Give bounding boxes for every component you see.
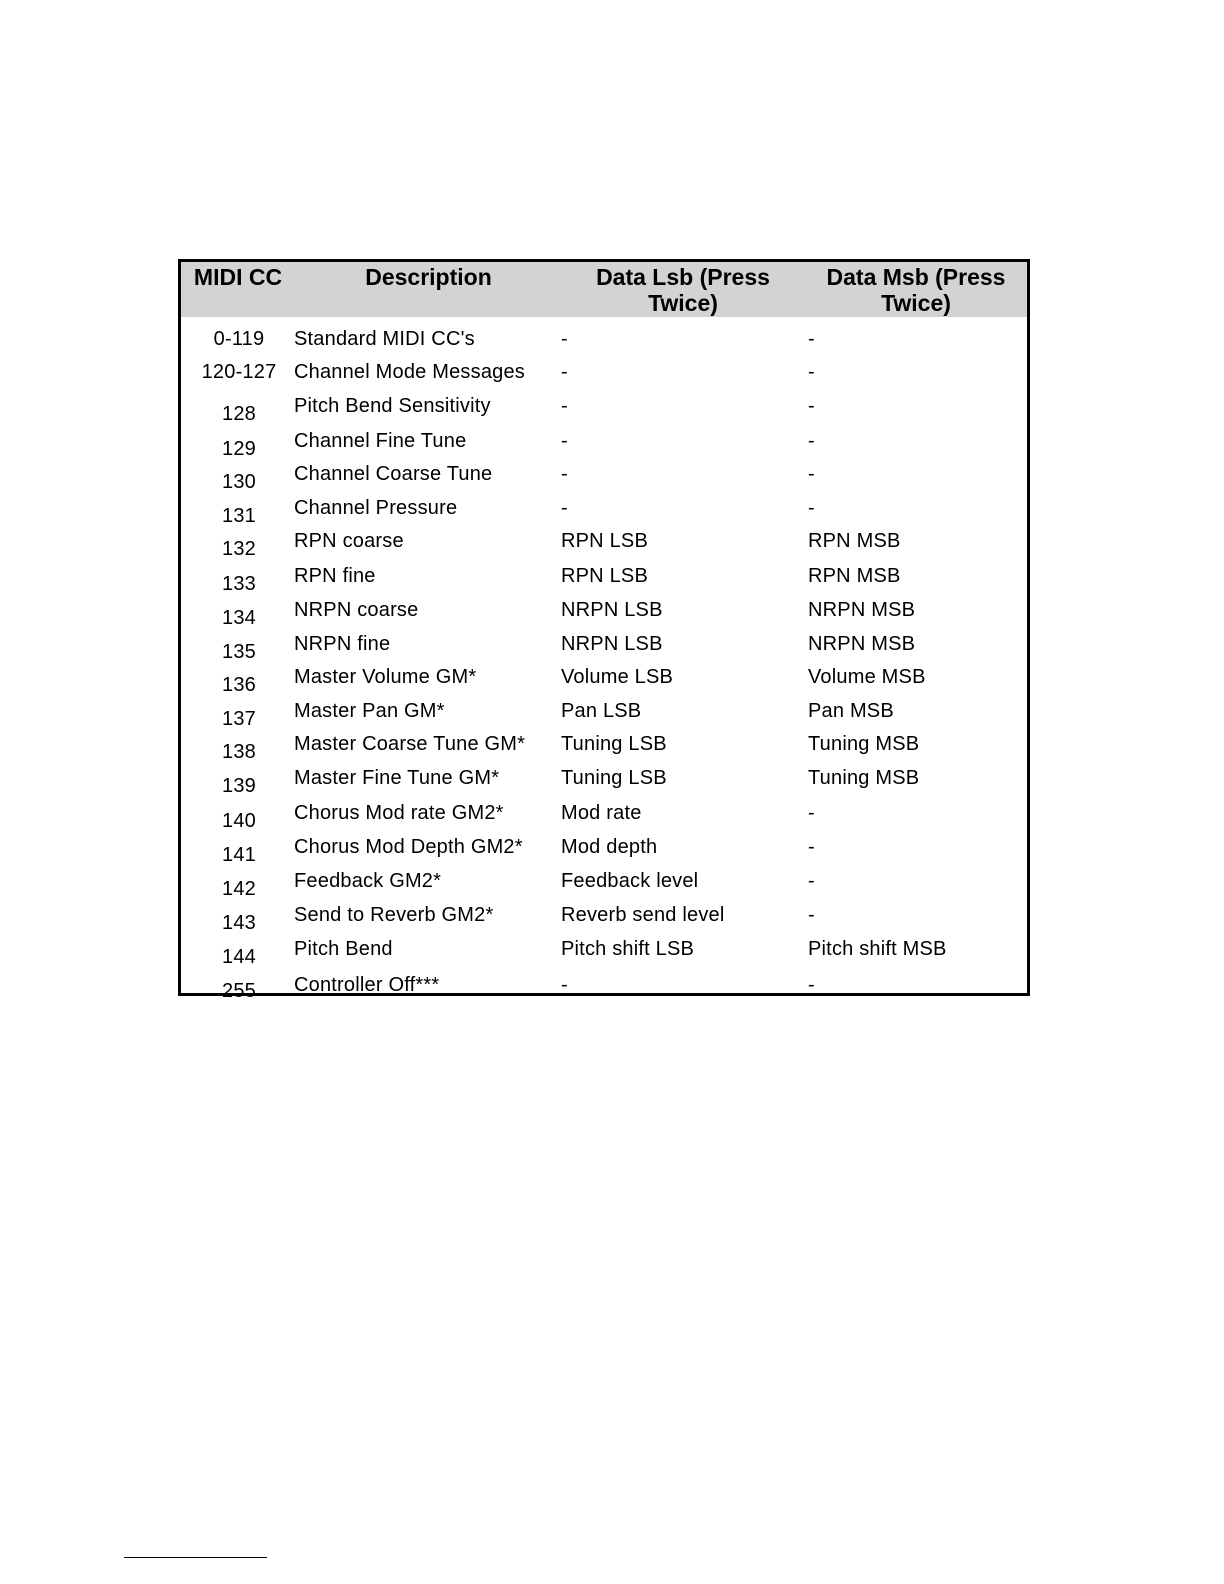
table-row (181, 462, 1027, 496)
cell-data-lsb: - (561, 395, 568, 417)
table-row (181, 496, 1027, 530)
cell-description: Master Volume GM* (294, 666, 477, 688)
cell-data-msb: - (808, 395, 815, 417)
cell-data-msb: - (808, 870, 815, 892)
cell-midi-cc: 143 (222, 912, 256, 934)
cell-description: RPN coarse (294, 530, 404, 552)
cell-midi-cc: 133 (222, 573, 256, 595)
cell-data-lsb: Feedback level (561, 870, 699, 892)
cell-data-msb: - (808, 328, 815, 350)
cell-description: Channel Coarse Tune (294, 463, 493, 485)
table-row (181, 732, 1027, 766)
cell-data-lsb: Pan LSB (561, 700, 642, 722)
table-row (181, 903, 1027, 937)
header-data-msb: Data Msb (Press Twice) (826, 264, 1006, 316)
cell-data-msb: - (808, 463, 815, 485)
cell-midi-cc: 142 (222, 878, 256, 900)
cell-midi-cc: 138 (222, 741, 256, 763)
cell-description: Send to Reverb GM2* (294, 904, 494, 926)
cell-data-lsb: - (561, 497, 568, 519)
midi-cc-table (178, 259, 1030, 1002)
header-data-lsb: Data Lsb (Press Twice) (596, 264, 770, 316)
table-row (181, 869, 1027, 903)
cell-data-lsb: - (561, 430, 568, 452)
table-row (181, 766, 1027, 800)
table-row (181, 801, 1027, 835)
cell-description: Master Pan GM* (294, 700, 445, 722)
cell-data-lsb: NRPN LSB (561, 633, 663, 655)
cell-data-msb: Volume MSB (808, 666, 926, 688)
table-row (181, 564, 1027, 598)
cell-data-lsb: Mod rate (561, 802, 642, 824)
table-row (181, 327, 1027, 361)
cell-data-msb: - (808, 836, 815, 858)
cell-data-msb: NRPN MSB (808, 633, 916, 655)
cell-data-lsb: Volume LSB (561, 666, 674, 688)
cell-data-lsb: NRPN LSB (561, 599, 663, 621)
cell-description: Channel Pressure (294, 497, 458, 519)
cell-description: RPN fine (294, 565, 376, 587)
table-header (181, 262, 1027, 317)
cell-description: Pitch Bend (294, 938, 393, 960)
cell-data-lsb: Reverb send level (561, 904, 725, 926)
table-row (181, 835, 1027, 869)
table-row (181, 429, 1027, 463)
cell-midi-cc: 136 (222, 674, 256, 696)
cell-data-msb: - (808, 974, 815, 996)
cell-data-msb: - (808, 497, 815, 519)
cell-midi-cc: 137 (222, 708, 256, 730)
cell-midi-cc: 144 (222, 946, 256, 968)
cell-description: Channel Fine Tune (294, 430, 467, 452)
cell-midi-cc: 255 (222, 980, 256, 1002)
cell-data-msb: - (808, 430, 815, 452)
cell-description: Controller Off*** (294, 974, 440, 996)
cell-data-lsb: Mod depth (561, 836, 658, 858)
cell-data-lsb: RPN LSB (561, 565, 648, 587)
table-row (181, 665, 1027, 699)
header-midi-cc: MIDI CC (193, 264, 283, 290)
cell-data-lsb: Tuning LSB (561, 767, 667, 789)
cell-description: NRPN fine (294, 633, 391, 655)
cell-midi-cc: 140 (222, 810, 256, 832)
table-row (181, 632, 1027, 666)
cell-description: Master Coarse Tune GM* (294, 733, 526, 755)
cell-data-msb: Tuning MSB (808, 767, 920, 789)
cell-midi-cc: 129 (222, 438, 256, 460)
cell-data-lsb: Pitch shift LSB (561, 938, 695, 960)
cell-midi-cc: 131 (222, 505, 256, 527)
cell-description: Pitch Bend Sensitivity (294, 395, 491, 417)
cell-data-lsb: Tuning LSB (561, 733, 667, 755)
cell-data-lsb: - (561, 463, 568, 485)
cell-description: Feedback GM2* (294, 870, 442, 892)
cell-midi-cc: 134 (222, 607, 256, 629)
table-row (181, 937, 1027, 971)
cell-data-lsb: - (561, 328, 568, 350)
cell-data-lsb: RPN LSB (561, 530, 648, 552)
cell-midi-cc: 0-119 (213, 328, 265, 350)
cell-data-lsb: - (561, 974, 568, 996)
cell-description: Chorus Mod Depth GM2* (294, 836, 523, 858)
table-row (181, 360, 1027, 394)
cell-data-msb: RPN MSB (808, 565, 901, 587)
table-row (181, 394, 1027, 428)
table-row (181, 598, 1027, 632)
cell-data-msb: - (808, 802, 815, 824)
cell-data-msb: Pan MSB (808, 700, 894, 722)
table-row (181, 529, 1027, 563)
table-row (181, 973, 1027, 1007)
cell-data-msb: NRPN MSB (808, 599, 916, 621)
cell-midi-cc: 141 (222, 844, 256, 866)
cell-midi-cc: 120-127 (201, 361, 277, 383)
header-description: Description (365, 264, 492, 290)
cell-midi-cc: 135 (222, 641, 256, 663)
cell-midi-cc: 132 (222, 538, 256, 560)
cell-description: Chorus Mod rate GM2* (294, 802, 504, 824)
cell-data-msb: Pitch shift MSB (808, 938, 947, 960)
cell-description: Master Fine Tune GM* (294, 767, 500, 789)
cell-midi-cc: 139 (222, 775, 256, 797)
cell-data-msb: Tuning MSB (808, 733, 920, 755)
footnote-separator (124, 1557, 267, 1558)
cell-description: Standard MIDI CC's (294, 328, 475, 350)
cell-data-msb: - (808, 361, 815, 383)
cell-description: NRPN coarse (294, 599, 419, 621)
table-row (181, 699, 1027, 733)
cell-midi-cc: 128 (222, 403, 256, 425)
cell-data-lsb: - (561, 361, 568, 383)
cell-data-msb: - (808, 904, 815, 926)
cell-description: Channel Mode Messages (294, 361, 525, 383)
cell-data-msb: RPN MSB (808, 530, 901, 552)
cell-midi-cc: 130 (222, 471, 256, 493)
